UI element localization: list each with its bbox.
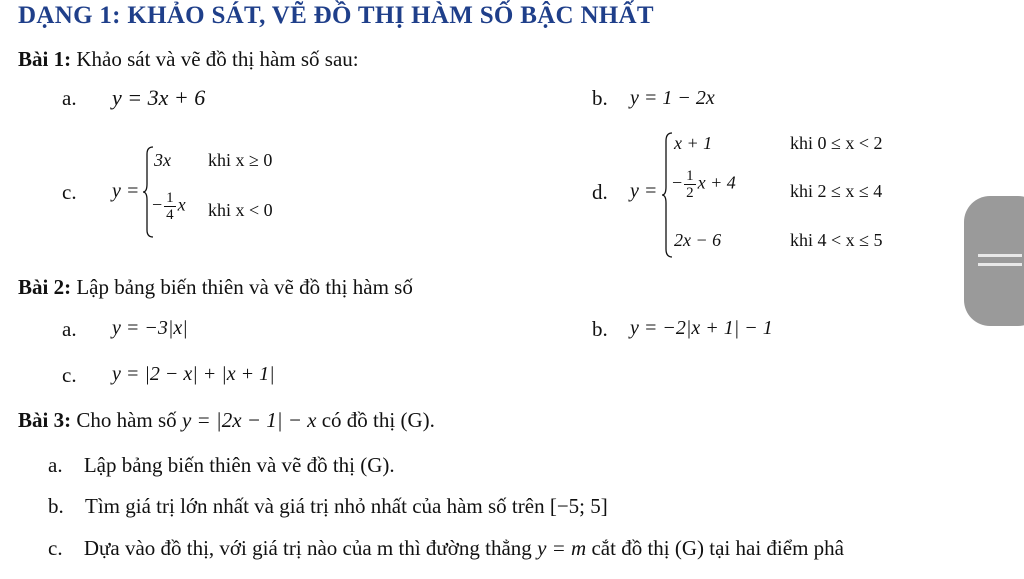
item-2c-label: c. [62,363,77,387]
exercise-1-line [18,47,359,72]
item-2a-label: a. [62,317,77,341]
exercise-3-line [18,408,435,433]
fraction-num: 1 [166,190,174,206]
item-1c-row2-expr [152,190,186,223]
item-3b-interval: [−5; 5] [549,494,608,518]
item-2c-formula: y = |2 − x| + |x + 1| [112,363,275,385]
item-1b-label: b. [592,86,608,110]
item-1c-row2-cond: khi x < 0 [208,200,273,220]
var-x: x [177,194,186,215]
grip-line-icon [978,263,1022,266]
page-title: DẠNG 1: KHẢO SÁT, VẼ ĐỒ THỊ HÀM SỐ BẬC NHẤT [18,2,654,29]
fraction-num: 1 [686,168,694,184]
item-1c-label: c. [62,180,77,204]
item-3c-text-post: cắt đồ thị (G) tại hai điểm phâ [591,536,844,560]
fraction-1-4 [164,190,176,223]
exercise-2-text: Lập bảng biến thiên và vẽ đồ thị hàm số [76,275,413,299]
item-3c-formula: y = m [537,536,587,560]
expr-tail: x + 4 [697,172,736,193]
item-3b-text: Tìm giá trị lớn nhất và giá trị nhỏ nhất của hàm số trên [85,494,545,518]
item-1d-row2-cond: khi 2 ≤ x ≤ 4 [790,181,883,201]
exercise-1-text: Khảo sát và vẽ đồ thị hàm số sau: [76,47,359,71]
item-1d-row1-cond: khi 0 ≤ x < 2 [790,133,883,153]
item-3b-line [48,494,608,519]
item-3c-text-pre: Dựa vào đồ thị, với giá trị nào của m thì đường thẳng [83,536,532,560]
minus-sign: − [152,194,163,215]
item-1d-row1-expr: x + 1 [674,133,713,153]
item-1c-row1-expr: 3x [154,150,171,170]
item-1d-row2-expr [672,168,736,201]
exercise-3-heading: Bài 3: [18,408,72,432]
minus-sign: − [672,172,683,193]
item-1c-row1-cond: khi x ≥ 0 [208,150,273,170]
item-3b-label: b. [48,494,64,518]
fraction-den: 4 [166,207,174,223]
item-1a-formula: y = 3x + 6 [112,85,206,110]
fraction-1-2 [684,168,696,201]
item-3a-line [48,453,395,478]
item-3a-text: Lập bảng biến thiên và vẽ đồ thị (G). [83,453,395,477]
fraction-den: 2 [686,185,694,201]
item-1d-row3-cond: khi 4 < x ≤ 5 [790,230,883,250]
exercise-3-formula: y = |2x − 1| − x [181,408,317,432]
item-1d-row3-expr: 2x − 6 [674,230,722,250]
item-1d-y: y = [630,180,658,202]
item-2b-formula: y = −2|x + 1| − 1 [630,317,773,339]
item-1c-y: y = [112,180,140,202]
item-3a-label: a. [48,453,63,477]
item-1a-label: a. [62,86,77,110]
item-3c-label: c. [48,536,63,560]
item-3c-line [48,536,844,561]
item-2a-formula: y = −3|x| [112,317,188,339]
grip-line-icon [978,254,1022,257]
item-1b-formula: y = 1 − 2x [630,87,715,109]
exercise-2-line [18,275,413,300]
scroll-handle[interactable] [964,196,1024,326]
item-1d-label: d. [592,180,608,204]
exercise-3-text-pre: Cho hàm số [76,408,177,432]
item-2b-label: b. [592,317,608,341]
exercise-3-text-post: có đồ thị (G). [321,408,435,432]
exercise-2-heading: Bài 2: [18,275,72,299]
exercise-1-heading: Bài 1: [18,47,72,71]
